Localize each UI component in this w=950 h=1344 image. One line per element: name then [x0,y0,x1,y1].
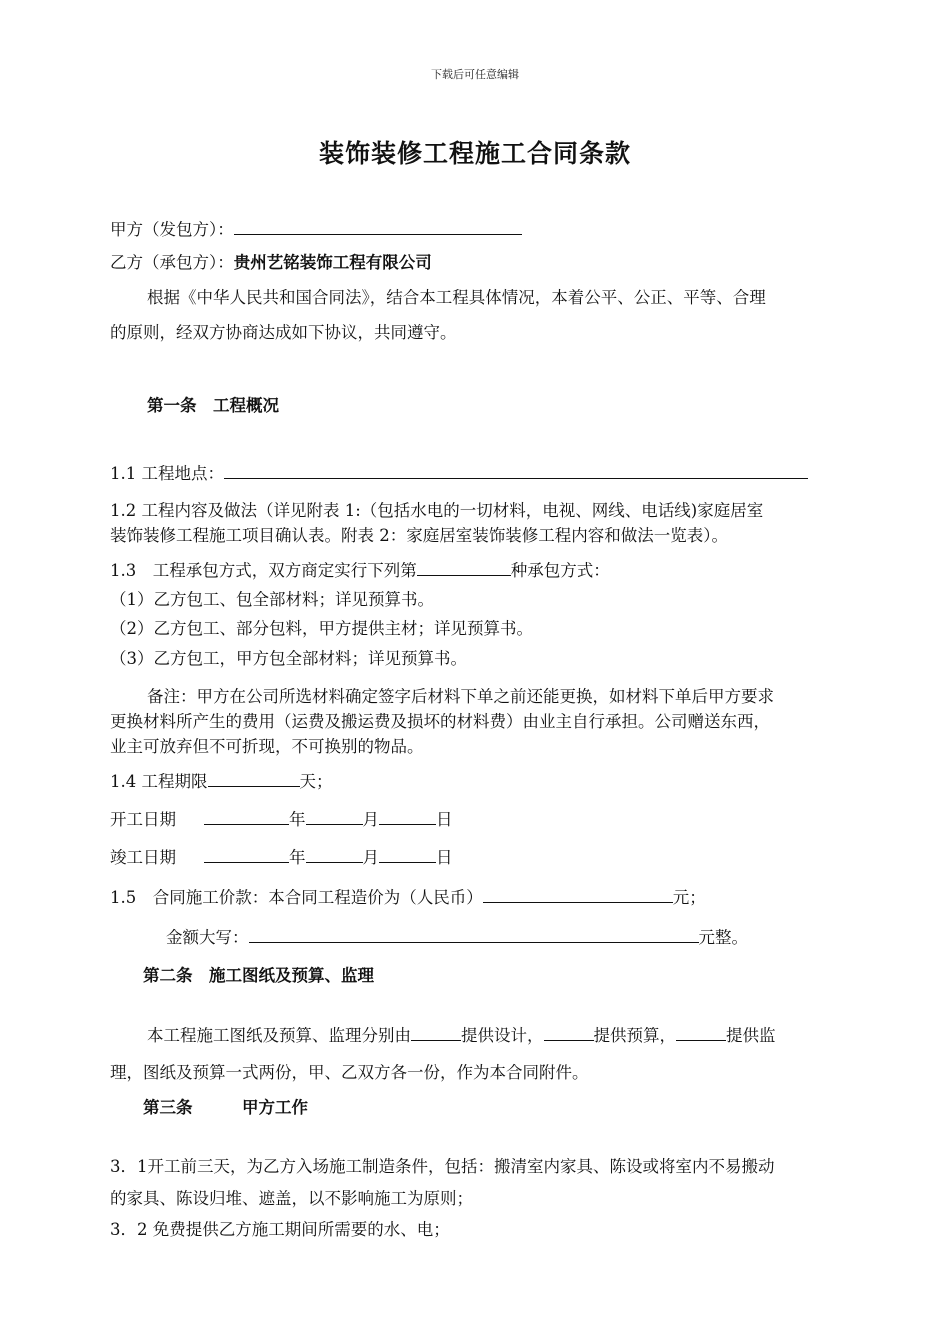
option-1: （1）乙方包工、包全部材料；详见预算书。 [110,590,434,609]
end-year-blank[interactable] [204,846,289,863]
note-line-3: 业主可放弃但不可折现，不可换别的物品。 [110,737,424,756]
section-1-3-post: 种承包方式： [510,561,610,580]
article-1-title: 第一条 工程概况 [147,396,279,415]
end-month-blank[interactable] [306,846,363,863]
start-date-label: 开工日期 [110,810,176,829]
section-3-1-line-2: 的家具、陈设归堆、遮盖，以不影响施工为原则； [110,1189,473,1208]
amount-blank-a[interactable] [249,926,393,943]
article-2-text-a: 本工程施工图纸及预算、监理分别由 [147,1026,411,1045]
article-2-line-1 [147,1024,776,1047]
header-note: 下载后可任意编辑 [431,68,519,81]
article-2-text-b: 提供设计， [461,1026,544,1045]
section-1-1 [110,462,808,485]
duration-days-blank[interactable] [208,770,300,787]
start-year-blank[interactable] [204,808,289,825]
start-day-blank[interactable] [379,808,436,825]
party-b-label: 乙方（承包方）： [110,253,234,272]
article-2-text-d: 提供监 [726,1026,776,1045]
section-1-5-pre: 1.5 合同施工价款：本合同工程造价为（人民币） [110,888,483,907]
month-label: 月 [362,848,379,867]
amount-label: 金额大写： [166,928,249,947]
month-label: 月 [362,810,379,829]
price-blank-b[interactable] [599,886,673,903]
section-1-5-post: 元； [672,888,706,907]
amount-blank-c[interactable] [431,926,699,943]
option-3: （3）乙方包工，甲方包全部材料；详见预算书。 [110,649,467,668]
year-label: 年 [289,848,306,867]
article-3-title: 第三条 甲方工作 [143,1098,308,1117]
intro-line-2: 的原则，经双方协商达成如下协议，共同遵守。 [110,323,457,342]
party-b-name: 贵州艺铭装饰工程有限公司 [233,253,432,272]
section-1-4-post: 天； [299,772,333,791]
end-date-label: 竣工日期 [110,848,176,867]
supervision-provider-blank[interactable] [676,1024,726,1041]
day-label: 日 [436,810,453,829]
section-1-3 [110,559,610,582]
section-1-2-line-2: 装饰装修工程施工项目确认表。附表 2：家庭居室装饰装修工程内容和做法一览表）。 [110,526,728,545]
section-3-2: 3．2 免费提供乙方施工期间所需要的水、电； [110,1220,450,1239]
price-blank-a[interactable] [483,886,599,903]
section-3-1-line-1: 3．1开工前三天，为乙方入场施工制造条件，包括：搬清室内家具、陈设或将室内不易搬动 [110,1157,775,1176]
note-line-2: 更换材料所产生的费用（运费及搬运费及损坏的材料费）由业主自行承担。公司赠送东西， [110,712,770,731]
year-label: 年 [289,810,306,829]
site-address-blank[interactable] [224,462,808,479]
start-month-blank[interactable] [306,808,363,825]
design-provider-blank[interactable] [411,1024,461,1041]
budget-provider-blank[interactable] [544,1024,594,1041]
end-date-line [110,846,453,869]
note-line-1: 备注：甲方在公司所选材料确定签字后材料下单之前还能更换，如材料下单后甲方要求 [147,687,774,706]
day-label: 日 [436,848,453,867]
document-title: 装饰装修工程施工合同条款 [318,139,631,168]
party-a-label: 甲方（发包方）： [110,220,234,239]
section-1-1-label: 1.1 工程地点： [110,464,224,483]
section-1-4-pre: 1.4 工程期限 [110,772,208,791]
party-a-line [110,218,522,241]
option-2: （2）乙方包工、部分包料，甲方提供主材；详见预算书。 [110,619,533,638]
contract-mode-blank[interactable] [417,559,511,576]
section-1-2-line-1: 1.2 工程内容及做法（详见附表 1:（包括水电的一切材料，电视、网线、电话线)家庭居室 [110,501,764,520]
party-a-blank[interactable] [234,218,522,235]
section-1-5 [110,886,706,909]
end-day-blank[interactable] [379,846,436,863]
start-date-line [110,808,453,831]
amount-post: 元整。 [698,928,748,947]
amount-blank-b[interactable] [393,926,431,943]
party-b-line [110,252,432,274]
amount-line [166,926,748,949]
article-2-line-2: 理，图纸及预算一式两份，甲、乙双方各一份，作为本合同附件。 [110,1063,589,1082]
section-1-4 [110,770,333,793]
section-1-3-pre: 1.3 工程承包方式，双方商定实行下列第 [110,561,417,580]
article-2-text-c: 提供预算， [593,1026,676,1045]
article-2-title: 第二条 施工图纸及预算、监理 [143,966,374,985]
intro-line-1: 根据《中华人民共和国合同法》，结合本工程具体情况，本着公平、公正、平等、合理 [147,288,766,307]
